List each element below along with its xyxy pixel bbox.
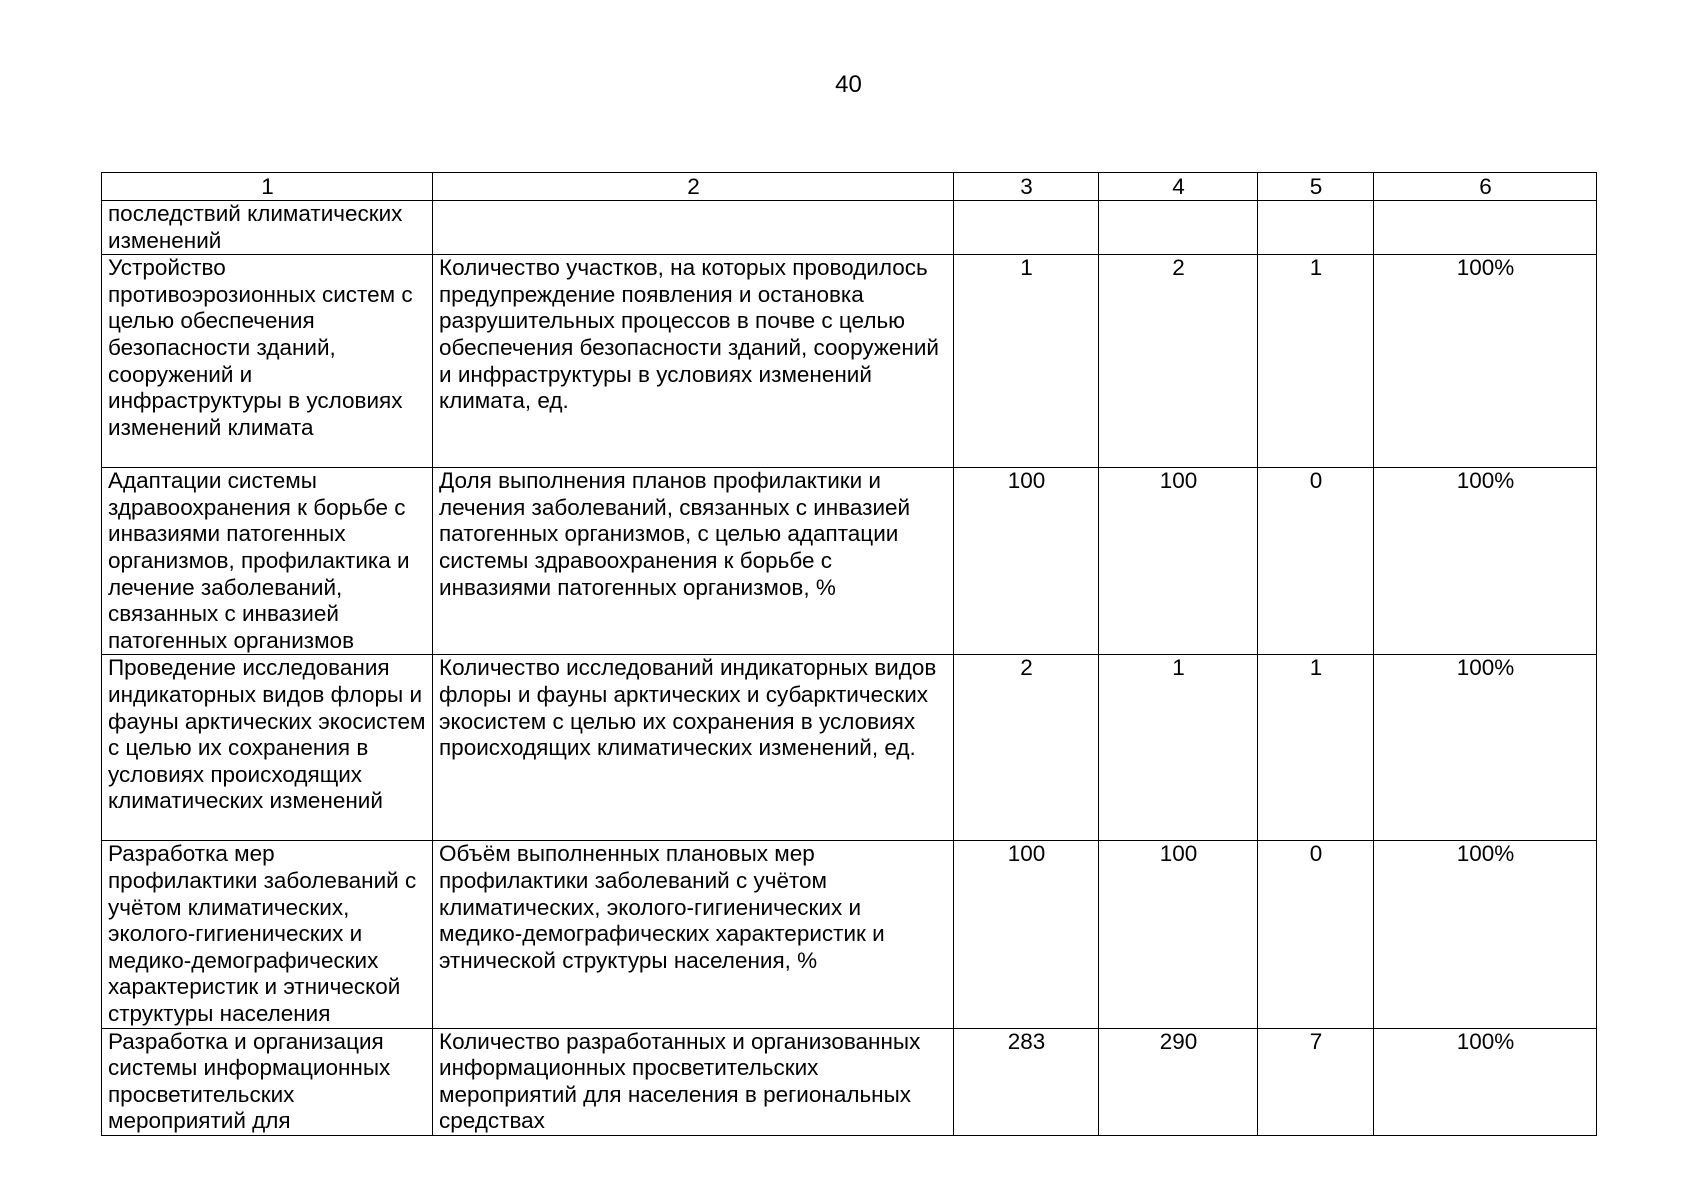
col4-cell: 1 <box>1099 655 1258 841</box>
measure-cell: последствий климатических изменений <box>102 201 433 255</box>
indicator-cell: Объём выполненных плановых мер профилактики заболеваний с учётом климатических, эколого-гигиенических и медико-демографических характеристик и этнической структуры населения, % <box>433 841 954 1028</box>
column-header-2: 2 <box>433 173 954 201</box>
col6-cell <box>1374 201 1597 255</box>
column-header-6: 6 <box>1374 173 1597 201</box>
indicator-table <box>101 172 1597 1136</box>
col5-cell: 0 <box>1258 841 1374 1028</box>
col6-cell: 100% <box>1374 468 1597 655</box>
col3-cell: 100 <box>954 841 1099 1028</box>
table-header-row <box>102 173 1597 201</box>
table-row <box>102 1028 1597 1135</box>
col4-cell: 100 <box>1099 841 1258 1028</box>
column-header-4: 4 <box>1099 173 1258 201</box>
col6-cell: 100% <box>1374 655 1597 841</box>
measure-cell: Разработка и организация системы информационных просветительских мероприятий для <box>102 1028 433 1135</box>
indicator-cell <box>433 201 954 255</box>
col3-cell: 2 <box>954 655 1099 841</box>
measure-cell: Устройство противоэрозионных систем с целью обеспечения безопасности зданий, сооружений и инфраструктуры в условиях изменений климата <box>102 255 433 468</box>
column-header-3: 3 <box>954 173 1099 201</box>
measure-cell: Проведение исследования индикаторных видов флоры и фауны арктических экосистем с целью их сохранения в условиях происходящих климатических изменений <box>102 655 433 841</box>
table-row <box>102 201 1597 255</box>
col5-cell: 0 <box>1258 468 1374 655</box>
col5-cell <box>1258 201 1374 255</box>
col3-cell: 1 <box>954 255 1099 468</box>
column-header-5: 5 <box>1258 173 1374 201</box>
col4-cell <box>1099 201 1258 255</box>
col6-cell: 100% <box>1374 255 1597 468</box>
col5-cell: 7 <box>1258 1028 1374 1135</box>
table-row <box>102 841 1597 1028</box>
col5-cell: 1 <box>1258 655 1374 841</box>
col3-cell: 100 <box>954 468 1099 655</box>
table-row <box>102 468 1597 655</box>
indicator-cell: Количество участков, на которых проводилось предупреждение появления и остановка разрушительных процессов в почве с целью обеспечения безопасности зданий, сооружений и инфраструктуры в условиях изменений климата, ед. <box>433 255 954 468</box>
column-header-1: 1 <box>102 173 433 201</box>
measure-cell: Адаптации системы здравоохранения к борьбе с инвазиями патогенных организмов, профилактика и лечение заболеваний, связанных с инвазией патогенных организмов <box>102 468 433 655</box>
page-number: 40 <box>835 71 862 98</box>
indicator-cell: Доля выполнения планов профилактики и лечения заболеваний, связанных с инвазией патогенных организмов, с целью адаптации системы здравоохранения к борьбе с инвазиями патогенных организмов, % <box>433 468 954 655</box>
table-row <box>102 255 1597 468</box>
indicator-cell: Количество исследований индикаторных видов флоры и фауны арктических и субарктических экосистем с целью их сохранения в условиях происходящих климатических изменений, ед. <box>433 655 954 841</box>
table-row <box>102 655 1597 841</box>
col4-cell: 290 <box>1099 1028 1258 1135</box>
col6-cell: 100% <box>1374 841 1597 1028</box>
col5-cell: 1 <box>1258 255 1374 468</box>
measure-cell: Разработка мер профилактики заболеваний с учётом климатических, эколого-гигиенических и медико-демографических характеристик и этнической структуры населения <box>102 841 433 1028</box>
col4-cell: 100 <box>1099 468 1258 655</box>
col4-cell: 2 <box>1099 255 1258 468</box>
col3-cell <box>954 201 1099 255</box>
col3-cell: 283 <box>954 1028 1099 1135</box>
col6-cell: 100% <box>1374 1028 1597 1135</box>
indicator-cell: Количество разработанных и организованных информационных просветительских мероприятий для населения в региональных средствах <box>433 1028 954 1135</box>
